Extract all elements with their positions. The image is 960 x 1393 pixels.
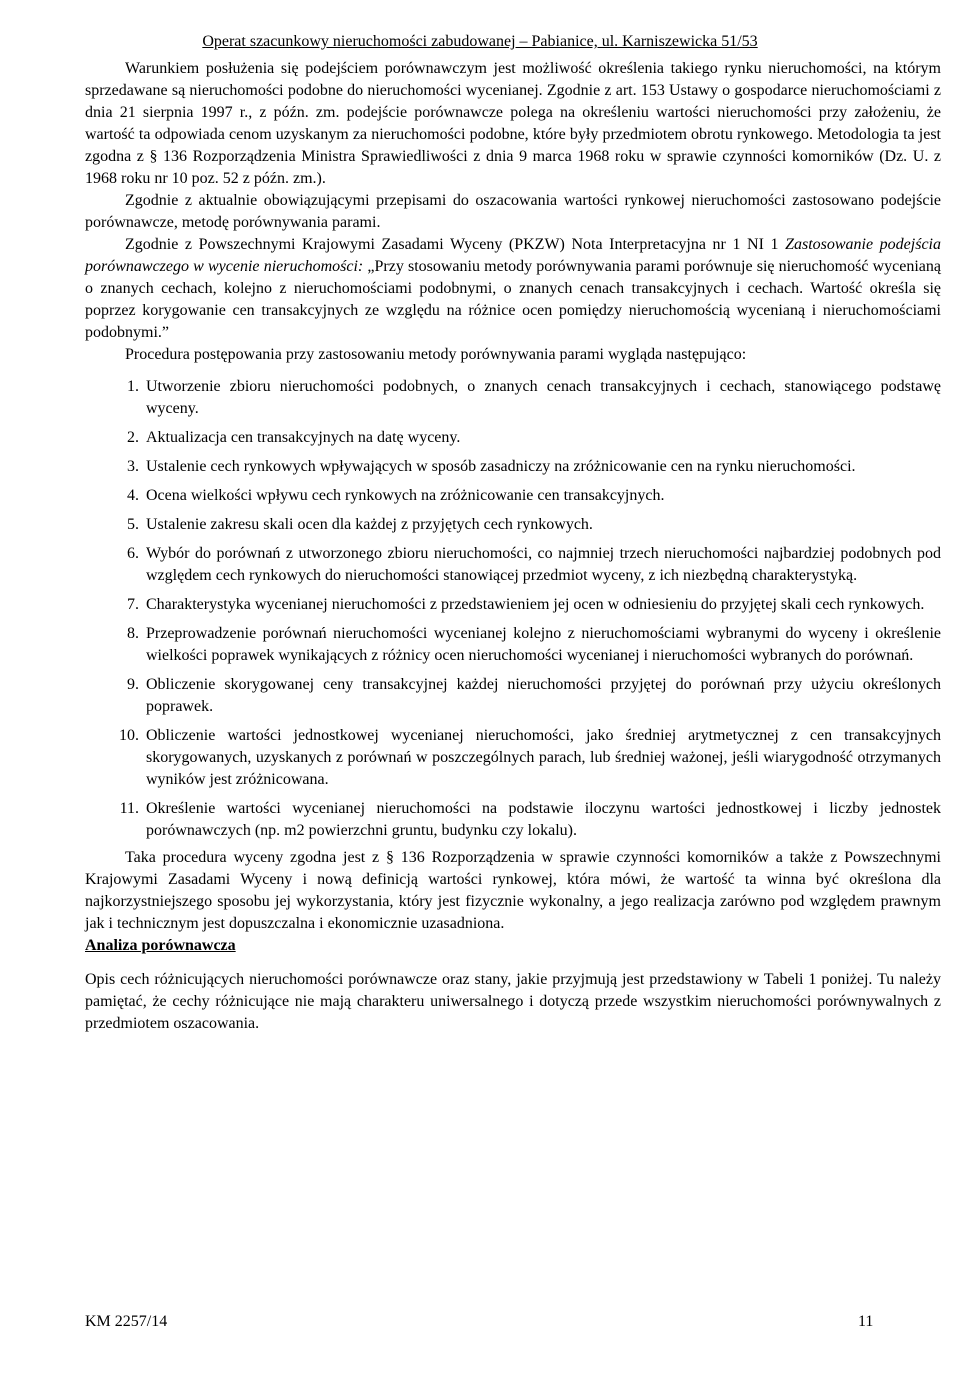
list-item bbox=[85, 725, 941, 791]
section-heading bbox=[85, 935, 941, 957]
list-item bbox=[85, 594, 941, 616]
pkzw-paragraph bbox=[85, 234, 941, 344]
pkzw-italic-title: Zastosowanie podejścia porównawczego w wycenie nieruchomości: bbox=[85, 236, 941, 275]
method-paragraph: Zgodnie z aktualnie obowiązującymi przepisami do oszacowania wartości rynkowej nieruchomości zastosowano podejście porównawcze, metodę porównywania parami. bbox=[85, 192, 941, 231]
step-number: 7. bbox=[127, 596, 139, 613]
step-number: 9. bbox=[127, 676, 139, 693]
step-text: Obliczenie wartości jednostkowej wycenianej nieruchomości, jako średniej arytmetycznej z cen transakcyjnych skorygowanych, uzyskanych z porównań w poszczególnych parach, lub średniej ważonej, jeśli wiarygodność otrzymanych wyników jest zróżnicowana. bbox=[146, 727, 941, 788]
step-text: Ustalenie cech rynkowych wpływających w sposób zasadniczy na zróżnicowanie cen na rynku nieruchomości. bbox=[146, 458, 856, 475]
step-text: Aktualizacja cen transakcyjnych na datę wyceny. bbox=[146, 429, 461, 446]
footer-document-id: KM 2257/14 bbox=[85, 1313, 168, 1330]
procedure-steps-list bbox=[85, 376, 941, 842]
step-text: Ocena wielkości wpływu cech rynkowych na zróżnicowanie cen transakcyjnych. bbox=[146, 487, 665, 504]
list-item bbox=[85, 456, 941, 478]
pkzw-lead: Zgodnie z Powszechnymi Krajowymi Zasadami Wyceny (PKZW) Nota Interpretacyjna nr 1 NI 1 bbox=[125, 236, 786, 253]
step-number: 3. bbox=[127, 458, 139, 475]
list-item bbox=[85, 674, 941, 718]
step-text: Określenie wartości wycenianej nieruchomości na podstawie iloczynu wartości jednostkowej i liczby jednostek porównawczych (np. m2 powierzchni gruntu, budynku czy lokalu). bbox=[146, 800, 941, 839]
list-item bbox=[85, 514, 941, 536]
list-item bbox=[85, 623, 941, 667]
list-item bbox=[85, 543, 941, 587]
step-number: 10. bbox=[119, 727, 139, 744]
section-paragraph: Opis cech różnicujących nieruchomości porównawcze oraz stany, jakie przyjmują jest przedstawiony w Tabeli 1 poniżej. Tu należy pamiętać, że cechy różnicujące nie mają charakteru uniwersalnego i dotyczą przede wszystkim nieruchomości porównywalnych z przedmiotem oszacowania. bbox=[85, 971, 941, 1032]
step-text: Ustalenie zakresu skali ocen dla każdej z przyjętych cech rynkowych. bbox=[146, 516, 593, 533]
pkzw-quote: „Przy stosowaniu metody porównywania parami porównuje się nieruchomość wycenianą o znanych cechach, kolejno z nieruchomościami podobnymi, o znanych cenach transakcyjnych i cechach. Wartość określa się poprzez korygowanie cen transakcyjnych ze względu na różnice ocen pomiędzy nieruchomością wycenianą i nieruchomościami podobnymi.” bbox=[85, 258, 941, 341]
step-text: Obliczenie skorygowanej ceny transakcyjnej każdej nieruchomości przyjętej do porównań przy użyciu określonych poprawek. bbox=[146, 676, 941, 715]
list-item bbox=[85, 485, 941, 507]
step-number: 6. bbox=[127, 545, 139, 562]
list-item bbox=[85, 376, 941, 420]
list-item bbox=[85, 798, 941, 842]
step-text: Utworzenie zbioru nieruchomości podobnych, o znanych cenach transakcyjnych i cechach, stanowiącego podstawę wyceny. bbox=[146, 378, 941, 417]
step-text: Przeprowadzenie porównań nieruchomości wycenianej kolejno z nieruchomościami wybranymi do wyceny i określenie wielkości poprawek wynikających z różnicy ocen nieruchomości wycenianej i nieruchomości wybranych do porównań. bbox=[146, 625, 941, 664]
step-number: 4. bbox=[127, 487, 139, 504]
step-number: 11. bbox=[119, 800, 139, 817]
list-item bbox=[85, 427, 941, 449]
step-number: 5. bbox=[127, 516, 139, 533]
document-body bbox=[85, 58, 941, 1035]
step-number: 1. bbox=[127, 378, 139, 395]
section-heading-text: Analiza porównawcza bbox=[85, 937, 236, 954]
intro-paragraph: Warunkiem posłużenia się podejściem porównawczym jest możliwość określenia takiego rynku nieruchomości, na którym sprzedawane są nieruchomości podobne do nieruchomości wycenianej. Zgodnie z art. 153 Ustawy o gospodarce nieruchomościami z dnia 21 sierpnia 1997 r., z późn. zm. podejście porównawcze polega na określeniu wartości nieruchomości przy założeniu, że wartość ta odpowiada cenom uzyskanym za nieruchomości podobne, które były przedmiotem obrotu rynkowego. Metodologia ta jest zgodna z § 136 Rozporządzenia Ministra Sprawiedliwości z dnia 9 marca 1968 roku w sprawie czynności komorników (Dz. U. z 1968 roku nr 10 poz. 52 z późn. zm.). bbox=[85, 60, 941, 187]
page-header-title: Operat szacunkowy nieruchomości zabudowanej – Pabianice, ul. Karniszewicka 51/53 bbox=[202, 33, 758, 50]
footer-page-number: 11 bbox=[858, 1313, 874, 1330]
step-number: 8. bbox=[127, 625, 139, 642]
step-text: Wybór do porównań z utworzonego zbioru nieruchomości, co najmniej trzech nieruchomości najbardziej podobnych pod względem cech rynkowych do nieruchomości stanowiącej przedmiot wyceny, z ich niezbędną charakterystyką. bbox=[146, 545, 941, 584]
closing-paragraph: Taka procedura wyceny zgodna jest z § 136 Rozporządzenia w sprawie czynności komorników a także z Powszechnymi Krajowymi Zasadami Wyceny i nową definicją wartości rynkowej, która mówi, że wartość ta winna być określona dla najkorzystniejszego sposobu jej wykorzystania, który jest fizycznie wykonalny, a jego realizacja zarówno pod względem prawnym jak i technicznym jest dopuszczalna i ekonomicznie uzasadniona. bbox=[85, 849, 941, 932]
procedure-intro: Procedura postępowania przy zastosowaniu metody porównywania parami wygląda następująco: bbox=[125, 346, 747, 363]
step-number: 2. bbox=[127, 429, 139, 446]
step-text: Charakterystyka wycenianej nieruchomości z przedstawieniem jej ocen w odniesieniu do przyjętej skali cech rynkowych. bbox=[146, 596, 925, 613]
